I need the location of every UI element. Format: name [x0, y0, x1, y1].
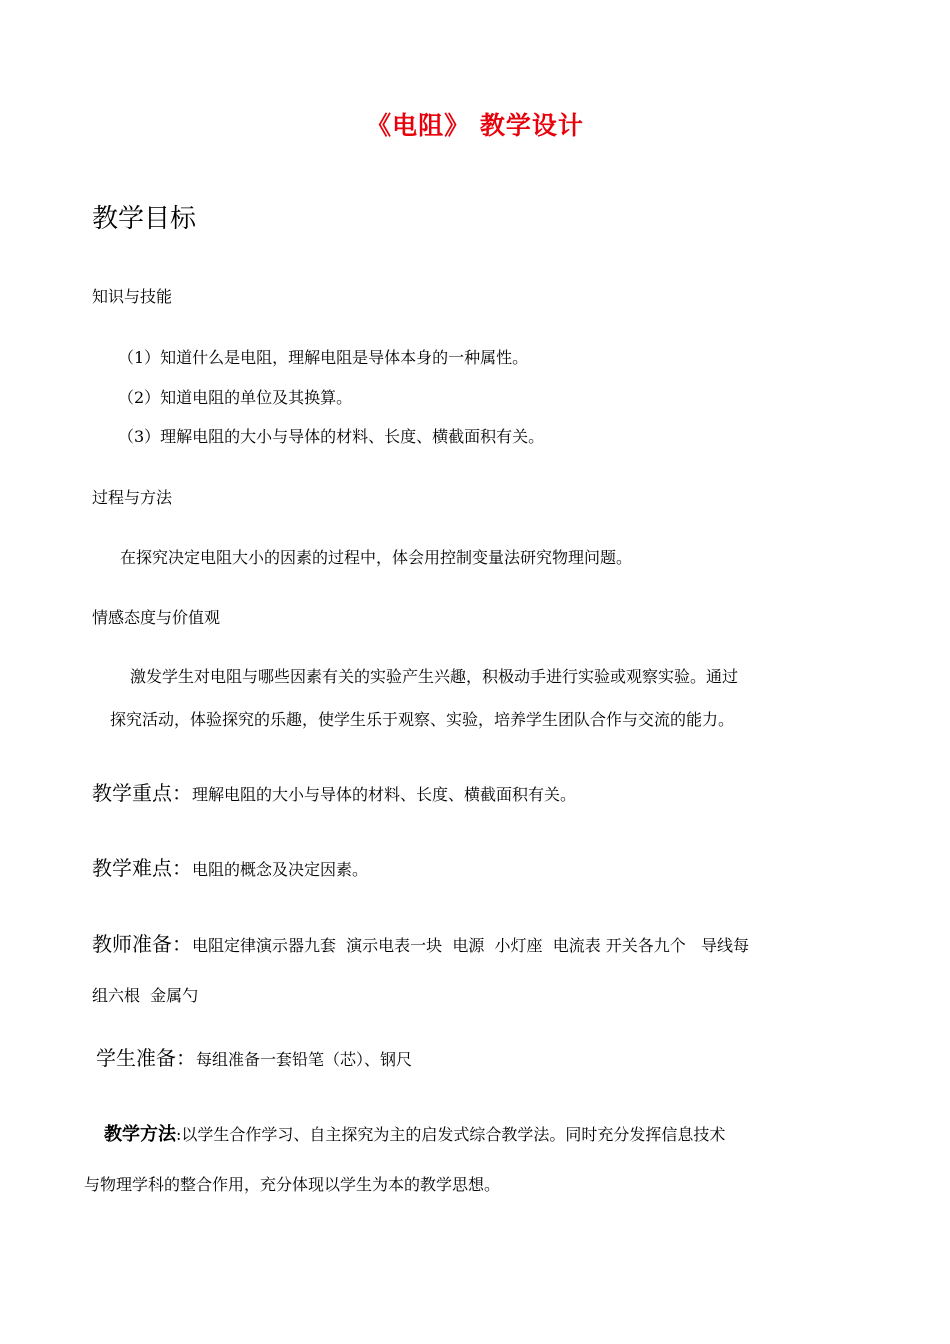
process-heading: 过程与方法: [92, 488, 173, 507]
key-point-text: 理解电阻的大小与导体的材料、长度、横截面积有关。: [192, 785, 577, 804]
method-row: [104, 1120, 725, 1146]
process-text: 在探究决定电阻大小的因素的过程中，体会用控制变量法研究物理问题。: [120, 548, 633, 567]
knowledge-item: （3）理解电阻的大小与导体的材料、长度、横截面积有关。: [118, 427, 545, 446]
difficulty-row: [92, 852, 368, 881]
teacher-prep-row: [92, 928, 749, 957]
objectives-heading: 教学目标: [92, 204, 197, 234]
method-text-line2: 与物理学科的整合作用，充分体现以学生为本的教学思想。: [84, 1175, 501, 1194]
emotion-text-line1: 激发学生对电阻与哪些因素有关的实验产生兴趣，积极动手进行实验或观察实验。通过: [130, 667, 739, 686]
knowledge-item: （2）知道电阻的单位及其换算。: [118, 388, 353, 407]
document-title: 《电阻》 教学设计: [366, 111, 584, 140]
method-text-line1: :以学生合作学习、自主探究为主的启发式综合教学法。同时充分发挥信息技术: [176, 1125, 726, 1144]
method-label: 教学方法: [104, 1124, 176, 1145]
knowledge-heading: 知识与技能: [92, 287, 173, 306]
student-prep-label: 学生准备：: [96, 1046, 196, 1070]
key-point-row: [92, 777, 576, 806]
student-prep-row: [96, 1042, 412, 1071]
teacher-prep-text: 电阻定律演示器九套 演示电表一块 电源 小灯座 电流表 开关各九个 导线每: [192, 936, 750, 955]
knowledge-item: （1）知道什么是电阻，理解电阻是导体本身的一种属性。: [118, 348, 529, 367]
difficulty-text: 电阻的概念及决定因素。: [192, 860, 369, 879]
emotion-heading: 情感态度与价值观: [92, 608, 221, 627]
difficulty-label: 教学难点：: [92, 856, 192, 880]
student-prep-text: 每组准备一套铅笔（芯）、钢尺: [196, 1050, 413, 1069]
teacher-prep-text-line2: 组六根 金属勺: [92, 986, 199, 1005]
key-point-label: 教学重点：: [92, 781, 192, 805]
emotion-text-line2: 探究活动，体验探究的乐趣，使学生乐于观察、实验，培养学生团队合作与交流的能力。: [110, 710, 735, 729]
teacher-prep-label: 教师准备：: [92, 932, 192, 956]
